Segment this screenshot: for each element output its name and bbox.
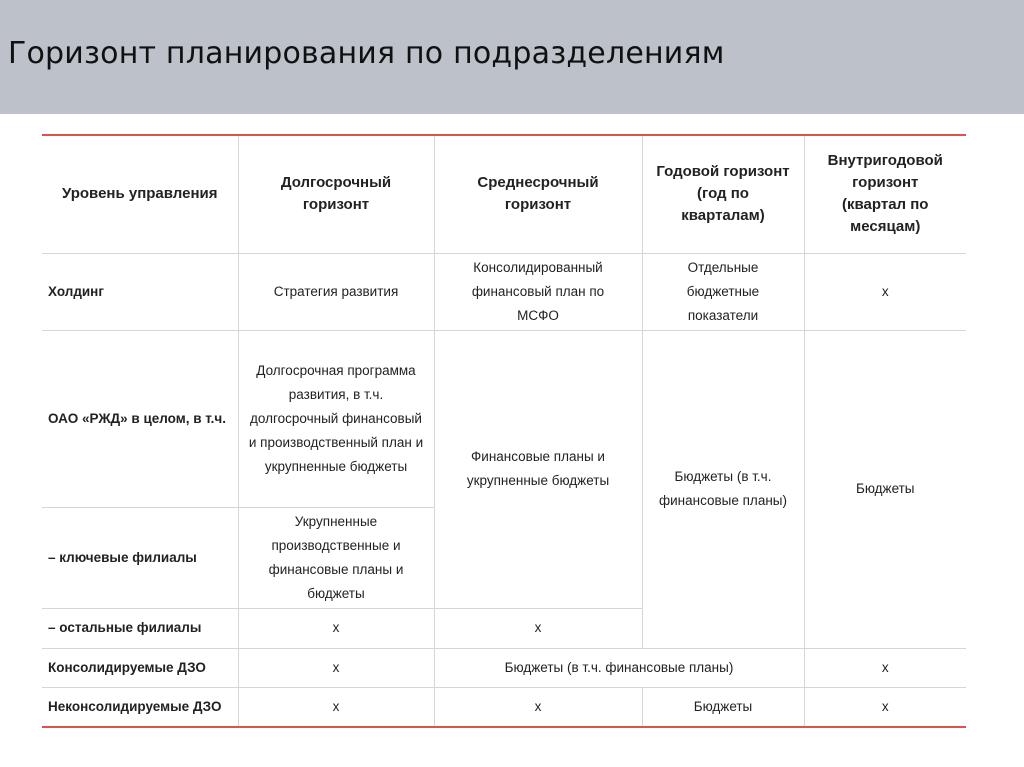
cell-cons-dzo-intra: x: [804, 648, 966, 687]
cell-noncons-dzo-mid: x: [434, 687, 642, 727]
cell-noncons-dzo-annual: Бюджеты: [642, 687, 804, 727]
row-label-rzd: ОАО «РЖД» в целом, в т.ч.: [42, 330, 238, 507]
cell-holding-annual: Отдельные бюджетные показатели: [642, 253, 804, 330]
header-level: Уровень управления: [42, 135, 238, 253]
cell-cons-dzo-long: x: [238, 648, 434, 687]
cell-key-branches-long: Укрупненные производственные и финансовые планы и бюджеты: [238, 507, 434, 608]
cell-cons-dzo-mid-annual: Бюджеты (в т.ч. финансовые планы): [434, 648, 804, 687]
table-header-row: [42, 135, 966, 253]
row-label-cons-dzo: Консолидируемые ДЗО: [42, 648, 238, 687]
header-long: Долгосрочный горизонт: [238, 135, 434, 253]
cell-merged-mid: Финансовые планы и укрупненные бюджеты: [434, 330, 642, 608]
title-bar: [0, 0, 1024, 114]
table-row: [42, 330, 966, 507]
cell-other-branches-long: x: [238, 608, 434, 648]
row-label-noncons-dzo: Неконсолидируемые ДЗО: [42, 687, 238, 727]
table-row: [42, 253, 966, 330]
cell-noncons-dzo-long: x: [238, 687, 434, 727]
cell-rzd-long: Долгосрочная программа развития, в т.ч. долгосрочный финансовый и производственный план и укрупненные бюджеты: [238, 330, 434, 507]
header-mid: Среднесрочный горизонт: [434, 135, 642, 253]
cell-holding-long: Стратегия развития: [238, 253, 434, 330]
cell-merged-intra: Бюджеты: [804, 330, 966, 648]
header-intra: Внутригодовой горизонт (квартал по месяцам): [804, 135, 966, 253]
row-label-key-branches: – ключевые филиалы: [42, 507, 238, 608]
planning-horizon-table: [42, 134, 966, 728]
table-row: [42, 687, 966, 727]
table-row: [42, 648, 966, 687]
cell-other-branches-mid: x: [434, 608, 642, 648]
cell-holding-mid: Консолидированный финансовый план по МСФО: [434, 253, 642, 330]
row-label-other-branches: – остальные филиалы: [42, 608, 238, 648]
page-title: Горизонт планирования по подразделениям: [8, 36, 725, 71]
cell-noncons-dzo-intra: x: [804, 687, 966, 727]
cell-merged-annual: Бюджеты (в т.ч. финансовые планы): [642, 330, 804, 648]
cell-holding-intra: x: [804, 253, 966, 330]
header-annual: Годовой горизонт (год по кварталам): [642, 135, 804, 253]
row-label-holding: Холдинг: [42, 253, 238, 330]
